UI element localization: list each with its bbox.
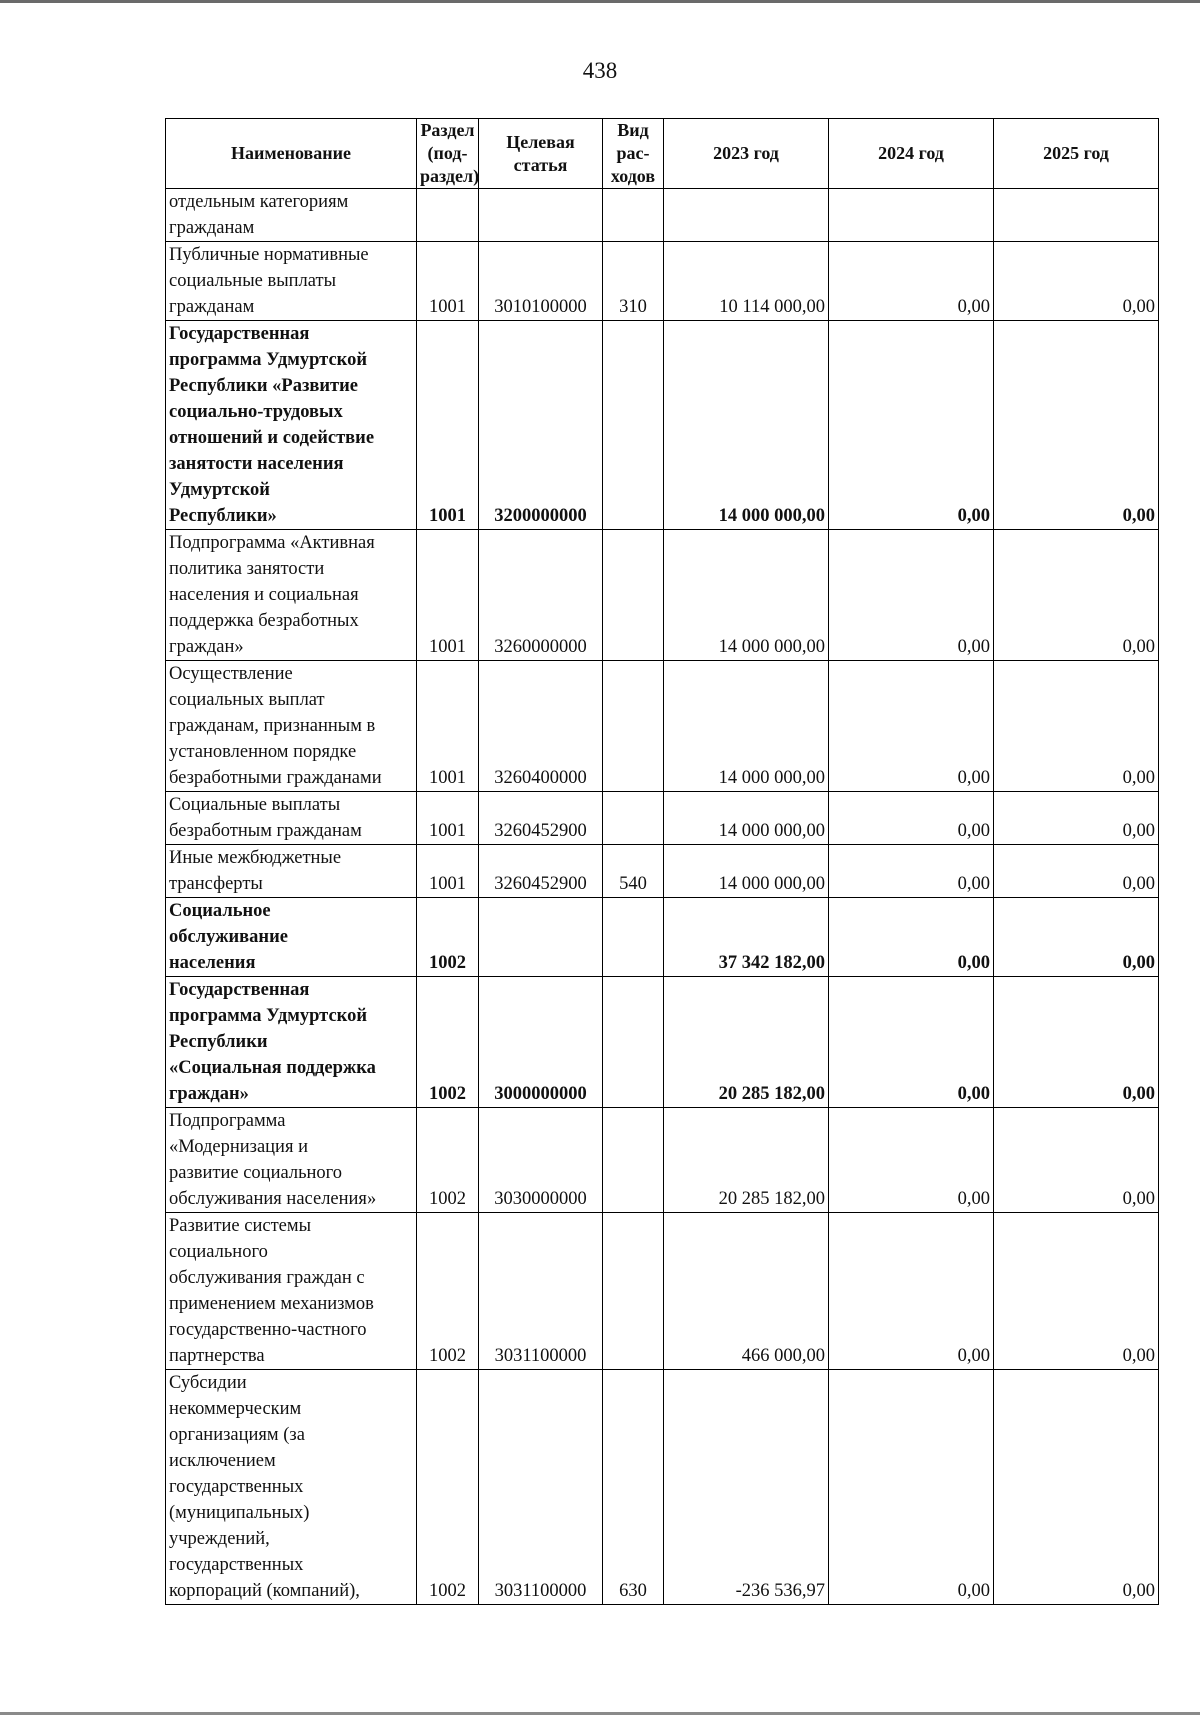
- cell-name-line: государственно-частного: [169, 1320, 367, 1340]
- cell-name-line: населения и социальная: [169, 585, 359, 605]
- cell-2025: 0,00: [994, 792, 1159, 845]
- cell-name-line: Социальное: [169, 901, 271, 921]
- cell-name-line: Субсидии: [169, 1373, 247, 1393]
- cell-2023: -236 536,97: [664, 1370, 829, 1605]
- cell-kind: [603, 321, 664, 530]
- cell-name: [166, 1370, 417, 1605]
- cell-2023: 14 000 000,00: [664, 530, 829, 661]
- cell-name: [166, 189, 417, 242]
- cell-name-line: государственных: [169, 1477, 304, 1497]
- cell-target: 3000000000: [479, 977, 603, 1108]
- cell-name: [166, 977, 417, 1108]
- cell-name-line: программа Удмуртской: [169, 1006, 367, 1026]
- cell-razdel: 1001: [417, 845, 479, 898]
- table-row: [166, 242, 1159, 321]
- cell-name-line: социально-трудовых: [169, 402, 343, 422]
- cell-name-line: отношений и содействие: [169, 428, 375, 448]
- scan-edge-top: [0, 0, 1200, 3]
- cell-2025: 0,00: [994, 321, 1159, 530]
- cell-name-line: применением механизмов: [169, 1294, 374, 1314]
- cell-name: [166, 530, 417, 661]
- header-2023: 2023 год: [664, 119, 829, 189]
- cell-2024: 0,00: [829, 321, 994, 530]
- cell-name-line: Республики: [169, 1032, 268, 1052]
- cell-name-line: исключением: [169, 1451, 276, 1471]
- cell-name: [166, 845, 417, 898]
- cell-name-line: Развитие системы: [169, 1216, 312, 1236]
- header-kind: Вид рас- ходов: [603, 119, 664, 189]
- cell-target: [479, 189, 603, 242]
- cell-name-line: корпораций (компаний),: [169, 1581, 360, 1601]
- cell-name-line: безработным гражданам: [169, 821, 362, 841]
- cell-name-line: учреждений,: [169, 1529, 270, 1549]
- cell-name-line: Республики «Развитие: [169, 376, 358, 396]
- cell-2024: 0,00: [829, 1108, 994, 1213]
- cell-target: 3010100000: [479, 242, 603, 321]
- cell-2025: 0,00: [994, 1213, 1159, 1370]
- cell-kind: [603, 898, 664, 977]
- cell-name: [166, 1108, 417, 1213]
- cell-razdel: 1001: [417, 242, 479, 321]
- scan-edge-bottom: [0, 1712, 1200, 1715]
- budget-table: [165, 118, 1159, 1605]
- cell-target: 3031100000: [479, 1370, 603, 1605]
- cell-razdel: 1001: [417, 661, 479, 792]
- table-row: [166, 898, 1159, 977]
- cell-name-line: занятости населения: [169, 454, 344, 474]
- table-body: [166, 189, 1159, 1605]
- cell-2023: 10 114 000,00: [664, 242, 829, 321]
- table-row: [166, 977, 1159, 1108]
- cell-kind: [603, 1108, 664, 1213]
- cell-target: 3030000000: [479, 1108, 603, 1213]
- table-row: [166, 1108, 1159, 1213]
- cell-name-line: Государственная: [169, 324, 310, 344]
- cell-kind: 310: [603, 242, 664, 321]
- cell-2024: 0,00: [829, 845, 994, 898]
- cell-name-line: Государственная: [169, 980, 310, 1000]
- cell-2025: 0,00: [994, 661, 1159, 792]
- cell-2025: 0,00: [994, 898, 1159, 977]
- cell-name: [166, 792, 417, 845]
- header-target: Целевая статья: [479, 119, 603, 189]
- cell-name-line: политика занятости: [169, 559, 325, 579]
- cell-razdel: 1002: [417, 1108, 479, 1213]
- cell-razdel: 1002: [417, 977, 479, 1108]
- cell-2024: 0,00: [829, 242, 994, 321]
- cell-name-line: населения: [169, 953, 256, 973]
- cell-2024: 0,00: [829, 1370, 994, 1605]
- cell-kind: [603, 189, 664, 242]
- cell-name-line: Осуществление: [169, 664, 293, 684]
- cell-name-line: Социальные выплаты: [169, 795, 341, 815]
- cell-kind: 630: [603, 1370, 664, 1605]
- cell-kind: [603, 792, 664, 845]
- cell-razdel: 1002: [417, 1213, 479, 1370]
- cell-name-line: граждан»: [169, 637, 244, 657]
- cell-name-line: Удмуртской: [169, 480, 270, 500]
- cell-2024: [829, 189, 994, 242]
- cell-2024: 0,00: [829, 977, 994, 1108]
- cell-name: [166, 898, 417, 977]
- cell-name-line: государственных: [169, 1555, 304, 1575]
- cell-kind: [603, 530, 664, 661]
- cell-name-line: Иные межбюджетные: [169, 848, 342, 868]
- table-row: [166, 1213, 1159, 1370]
- cell-2023: 466 000,00: [664, 1213, 829, 1370]
- cell-target: 3260452900: [479, 792, 603, 845]
- cell-target: 3260400000: [479, 661, 603, 792]
- header-2025: 2025 год: [994, 119, 1159, 189]
- cell-name-line: организациям (за: [169, 1425, 305, 1445]
- cell-name-line: социального: [169, 1242, 268, 1262]
- cell-2024: 0,00: [829, 661, 994, 792]
- cell-target: [479, 898, 603, 977]
- cell-2025: 0,00: [994, 1108, 1159, 1213]
- cell-razdel: [417, 189, 479, 242]
- cell-name-line: граждан»: [169, 1084, 249, 1104]
- cell-name-line: отдельным категориям: [169, 192, 349, 212]
- cell-2023: 20 285 182,00: [664, 1108, 829, 1213]
- cell-2023: 37 342 182,00: [664, 898, 829, 977]
- header-razdel: Раздел (под- раздел): [417, 119, 479, 189]
- cell-razdel: 1001: [417, 530, 479, 661]
- cell-name-line: (муниципальных): [169, 1503, 310, 1523]
- cell-target: 3031100000: [479, 1213, 603, 1370]
- cell-name-line: поддержка безработных: [169, 611, 359, 631]
- cell-2025: 0,00: [994, 1370, 1159, 1605]
- table-row: [166, 321, 1159, 530]
- cell-name: [166, 1213, 417, 1370]
- cell-name: [166, 321, 417, 530]
- table-row: [166, 661, 1159, 792]
- cell-name-line: Республики»: [169, 506, 277, 526]
- table-row: [166, 845, 1159, 898]
- cell-name-line: Подпрограмма «Активная: [169, 533, 375, 553]
- cell-2025: 0,00: [994, 977, 1159, 1108]
- cell-name-line: некоммерческим: [169, 1399, 302, 1419]
- cell-2025: 0,00: [994, 845, 1159, 898]
- cell-name-line: партнерства: [169, 1346, 265, 1366]
- cell-2023: [664, 189, 829, 242]
- cell-2025: 0,00: [994, 242, 1159, 321]
- cell-2023: 14 000 000,00: [664, 661, 829, 792]
- cell-2025: [994, 189, 1159, 242]
- cell-kind: 540: [603, 845, 664, 898]
- cell-kind: [603, 1213, 664, 1370]
- cell-razdel: 1002: [417, 898, 479, 977]
- cell-2024: 0,00: [829, 1213, 994, 1370]
- header-2024: 2024 год: [829, 119, 994, 189]
- cell-target: 3260000000: [479, 530, 603, 661]
- cell-name-line: гражданам, признанным в: [169, 716, 376, 736]
- cell-name-line: гражданам: [169, 218, 255, 238]
- page-number: 438: [582, 58, 618, 83]
- cell-2023: 14 000 000,00: [664, 321, 829, 530]
- cell-name-line: Подпрограмма: [169, 1111, 286, 1131]
- table-row: [166, 1370, 1159, 1605]
- cell-name-line: Публичные нормативные: [169, 245, 369, 265]
- cell-razdel: 1001: [417, 321, 479, 530]
- cell-name-line: социальные выплаты: [169, 271, 337, 291]
- table-row: [166, 530, 1159, 661]
- cell-name-line: гражданам: [169, 297, 255, 317]
- cell-name-line: обслуживания населения»: [169, 1189, 377, 1209]
- cell-name-line: социальных выплат: [169, 690, 325, 710]
- table-header-row: [166, 119, 1159, 189]
- cell-2023: 20 285 182,00: [664, 977, 829, 1108]
- cell-2023: 14 000 000,00: [664, 845, 829, 898]
- cell-name-line: установленном порядке: [169, 742, 357, 762]
- cell-2024: 0,00: [829, 792, 994, 845]
- table-row: [166, 792, 1159, 845]
- cell-name-line: развитие социального: [169, 1163, 343, 1183]
- cell-2024: 0,00: [829, 530, 994, 661]
- cell-kind: [603, 977, 664, 1108]
- cell-name: [166, 661, 417, 792]
- cell-name-line: обслуживание: [169, 927, 288, 947]
- cell-target: 3200000000: [479, 321, 603, 530]
- cell-razdel: 1002: [417, 1370, 479, 1605]
- cell-razdel: 1001: [417, 792, 479, 845]
- cell-name-line: «Модернизация и: [169, 1137, 308, 1157]
- cell-name-line: безработными гражданами: [169, 768, 382, 788]
- header-name: Наименование: [166, 119, 417, 189]
- cell-name: [166, 242, 417, 321]
- cell-name-line: «Социальная поддержка: [169, 1058, 376, 1078]
- cell-kind: [603, 661, 664, 792]
- cell-2023: 14 000 000,00: [664, 792, 829, 845]
- cell-2024: 0,00: [829, 898, 994, 977]
- cell-2025: 0,00: [994, 530, 1159, 661]
- cell-name-line: обслуживания граждан с: [169, 1268, 365, 1288]
- cell-name-line: трансферты: [169, 874, 263, 894]
- cell-target: 3260452900: [479, 845, 603, 898]
- cell-name-line: программа Удмуртской: [169, 350, 367, 370]
- table-row: [166, 189, 1159, 242]
